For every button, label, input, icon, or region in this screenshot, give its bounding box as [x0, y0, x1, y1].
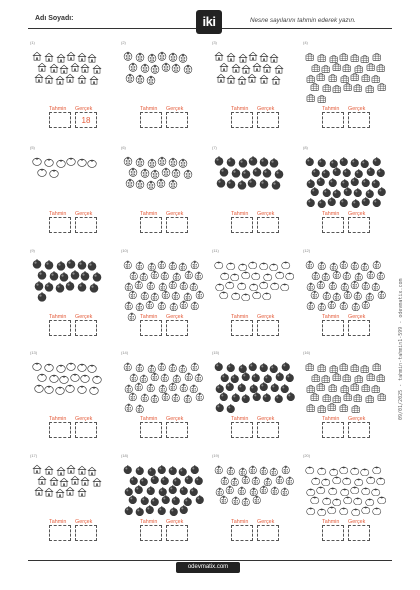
estimation-cell	[121, 453, 206, 563]
dark-ball-icon	[215, 399, 225, 417]
estimate-label: Tahmin	[231, 416, 249, 422]
ladybug-icon	[161, 59, 171, 77]
estimation-cell	[30, 350, 115, 460]
dark-ball-icon	[179, 501, 189, 519]
estimate-answer-box[interactable]	[322, 217, 344, 233]
actual-label: Gerçek	[166, 314, 184, 320]
cell-number: (1)	[30, 40, 35, 45]
object-cluster	[33, 461, 113, 517]
tomato-icon	[65, 380, 75, 398]
actual-answer-box[interactable]	[348, 422, 370, 438]
estimate-answer-box[interactable]	[140, 112, 162, 128]
estimate-label: Tahmin	[322, 314, 340, 320]
estimation-cell	[212, 453, 297, 563]
actual-answer-box[interactable]	[166, 525, 188, 541]
actual-answer-box[interactable]	[166, 112, 188, 128]
estimation-cell	[212, 40, 297, 150]
actual-label: Gerçek	[348, 416, 366, 422]
ladybug-icon	[339, 297, 349, 315]
ladybug-icon	[168, 176, 178, 194]
object-cluster	[306, 358, 386, 414]
estimate-label: Tahmin	[140, 314, 158, 320]
estimate-answer-box[interactable]	[231, 320, 253, 336]
estimate-answer-box[interactable]	[49, 320, 71, 336]
actual-answer-box[interactable]	[257, 422, 279, 438]
tomato-icon	[37, 164, 47, 182]
tomato-icon	[361, 501, 371, 519]
object-cluster	[306, 461, 386, 517]
object-cluster	[215, 48, 295, 104]
ladybug-icon	[306, 297, 316, 315]
house-icon	[44, 71, 54, 89]
ladybug-icon	[157, 297, 167, 315]
actual-answer-box[interactable]	[75, 525, 97, 541]
estimation-cell	[30, 40, 115, 150]
estimation-cell	[30, 248, 115, 358]
estimation-cell	[303, 350, 388, 460]
actual-answer-box[interactable]	[348, 525, 370, 541]
basket-icon	[353, 79, 363, 97]
worksheet-header	[0, 0, 420, 40]
dark-ball-icon	[216, 175, 226, 193]
basket-icon	[365, 80, 375, 98]
tomato-icon	[241, 288, 251, 306]
object-cluster	[306, 48, 386, 104]
dark-ball-icon	[124, 502, 134, 520]
object-cluster	[124, 153, 204, 209]
cell-number: (14)	[121, 350, 129, 355]
ladybug-icon	[241, 493, 251, 511]
object-cluster	[215, 461, 295, 517]
estimate-answer-box[interactable]	[49, 525, 71, 541]
estimation-cell	[212, 248, 297, 358]
actual-answer-box[interactable]	[348, 217, 370, 233]
actual-answer-box[interactable]: 18	[75, 112, 97, 128]
object-cluster	[33, 153, 113, 209]
object-cluster	[306, 153, 386, 209]
actual-label: Gerçek	[75, 314, 93, 320]
dark-ball-icon	[157, 502, 167, 520]
ladybug-icon	[219, 491, 229, 509]
estimation-cell	[121, 248, 206, 358]
estimation-cell	[121, 40, 206, 150]
estimate-answer-box[interactable]	[231, 422, 253, 438]
estimate-label: Tahmin	[49, 416, 67, 422]
house-icon	[55, 485, 65, 503]
ladybug-icon	[327, 296, 337, 314]
estimate-answer-box[interactable]	[140, 217, 162, 233]
estimate-label: Tahmin	[140, 416, 158, 422]
ladybug-icon	[135, 71, 145, 89]
actual-answer-box[interactable]	[166, 217, 188, 233]
cell-number: (20)	[303, 453, 311, 458]
ladybug-icon	[156, 175, 166, 193]
actual-answer-box[interactable]	[257, 217, 279, 233]
basket-icon	[377, 78, 387, 96]
estimate-label: Tahmin	[322, 211, 340, 217]
basket-icon	[306, 89, 316, 107]
estimate-label: Tahmin	[231, 519, 249, 525]
ladybug-icon	[171, 389, 181, 407]
actual-answer-box[interactable]	[257, 525, 279, 541]
footer-divider	[28, 560, 392, 561]
basket-icon	[332, 80, 342, 98]
object-cluster	[33, 48, 113, 104]
dark-ball-icon	[145, 501, 155, 519]
cell-number: (13)	[30, 350, 38, 355]
ladybug-icon	[125, 70, 135, 88]
estimate-label: Tahmin	[140, 211, 158, 217]
object-cluster	[215, 153, 295, 209]
dark-ball-icon	[247, 175, 257, 193]
ladybug-icon	[145, 296, 155, 314]
dark-ball-icon	[226, 176, 236, 194]
ladybug-icon	[146, 72, 156, 90]
estimation-cell	[30, 145, 115, 255]
cell-number: (3)	[212, 40, 217, 45]
cell-number: (12)	[303, 248, 311, 253]
cell-number: (7)	[212, 145, 217, 150]
object-cluster	[124, 48, 204, 104]
cell-number: (5)	[30, 145, 35, 150]
ladybug-icon	[146, 177, 156, 195]
basket-icon	[339, 399, 349, 417]
tomato-icon	[306, 502, 316, 520]
ladybug-icon	[377, 286, 387, 304]
ladybug-icon	[127, 308, 137, 326]
actual-label: Gerçek	[257, 314, 275, 320]
tomato-icon	[262, 287, 272, 305]
ladybug-icon	[183, 166, 193, 184]
object-cluster	[124, 358, 204, 414]
cell-number: (8)	[303, 145, 308, 150]
estimate-label: Tahmin	[49, 106, 67, 112]
estimate-answer-box[interactable]	[140, 422, 162, 438]
cell-number: (2)	[121, 40, 126, 45]
estimate-label: Tahmin	[49, 519, 67, 525]
estimate-label: Tahmin	[49, 211, 67, 217]
estimate-answer-box[interactable]	[140, 320, 162, 336]
estimate-answer-box[interactable]	[322, 320, 344, 336]
ladybug-icon	[190, 297, 200, 315]
dark-ball-icon	[37, 289, 47, 307]
actual-label: Gerçek	[75, 416, 93, 422]
actual-answer-box[interactable]	[166, 422, 188, 438]
house-icon	[271, 72, 281, 90]
actual-label: Gerçek	[166, 211, 184, 217]
basket-icon	[365, 390, 375, 408]
tomato-icon	[372, 502, 382, 520]
house-icon	[259, 71, 269, 89]
estimate-label: Tahmin	[140, 106, 158, 112]
estimate-answer-box[interactable]	[49, 422, 71, 438]
actual-label: Gerçek	[166, 519, 184, 525]
brand-logo: iki	[196, 10, 222, 34]
object-cluster	[124, 256, 204, 312]
estimation-cell	[303, 40, 388, 150]
estimate-label: Tahmin	[322, 416, 340, 422]
ladybug-icon	[125, 175, 135, 193]
instruction-text: Nesne sayılarını tahmin ederek yazın.	[250, 17, 356, 24]
tomato-icon	[55, 382, 65, 400]
ladybug-icon	[280, 483, 290, 501]
ladybug-icon	[179, 296, 189, 314]
tomato-icon	[77, 154, 87, 172]
actual-label: Gerçek	[257, 106, 275, 112]
actual-answer-box[interactable]	[348, 320, 370, 336]
actual-label: Gerçek	[348, 519, 366, 525]
actual-answer-box[interactable]	[75, 217, 97, 233]
actual-label: Gerçek	[257, 211, 275, 217]
actual-answer-box[interactable]	[75, 422, 97, 438]
estimate-label: Tahmin	[49, 314, 67, 320]
object-cluster	[215, 256, 295, 312]
basket-icon	[327, 398, 337, 416]
estimate-answer-box[interactable]	[322, 525, 344, 541]
ladybug-icon	[183, 61, 193, 79]
dark-ball-icon	[274, 390, 284, 408]
ladybug-icon	[252, 491, 262, 509]
cell-number: (6)	[121, 145, 126, 150]
cell-number: (11)	[212, 248, 219, 253]
object-cluster	[33, 358, 113, 414]
estimate-label: Tahmin	[231, 211, 249, 217]
house-icon	[44, 484, 54, 502]
basket-icon	[377, 388, 387, 406]
ladybug-icon	[231, 492, 241, 510]
house-icon	[77, 484, 87, 502]
cell-number: (4)	[303, 40, 308, 45]
estimation-cell	[121, 145, 206, 255]
dark-ball-icon	[262, 389, 272, 407]
student-name-label: Adı Soyadı:	[35, 15, 74, 22]
footer-brand: odevmatix.com	[176, 562, 240, 573]
ladybug-icon	[183, 390, 193, 408]
ladybug-icon	[195, 388, 205, 406]
estimate-answer-box[interactable]	[49, 112, 71, 128]
actual-label: Gerçek	[75, 519, 93, 525]
actual-label: Gerçek	[348, 314, 366, 320]
cell-number: (19)	[212, 453, 220, 458]
house-icon	[77, 71, 87, 89]
estimate-label: Tahmin	[231, 314, 249, 320]
tomato-icon	[339, 502, 349, 520]
estimation-cell	[212, 145, 297, 255]
estimate-answer-box[interactable]	[49, 217, 71, 233]
dark-ball-icon	[237, 177, 247, 195]
tomato-icon	[49, 165, 59, 183]
side-watermark-text: 09/01/2025 - tahmin-tahmin1-599 - odevmatix.com	[398, 278, 404, 420]
estimate-answer-box[interactable]	[231, 525, 253, 541]
ladybug-icon	[124, 399, 134, 417]
cell-number: (10)	[121, 248, 129, 253]
actual-label: Gerçek	[348, 106, 366, 112]
object-cluster	[306, 256, 386, 312]
object-cluster	[215, 358, 295, 414]
estimate-answer-box[interactable]	[231, 112, 253, 128]
basket-icon	[343, 78, 353, 96]
estimation-cell	[121, 350, 206, 460]
house-icon	[89, 72, 99, 90]
dark-ball-icon	[55, 280, 65, 298]
actual-answer-box[interactable]	[257, 320, 279, 336]
dark-ball-icon	[89, 280, 99, 298]
actual-answer-box[interactable]	[257, 112, 279, 128]
actual-label: Gerçek	[257, 416, 275, 422]
dark-ball-icon	[327, 193, 337, 211]
estimate-label: Tahmin	[322, 106, 340, 112]
house-icon	[34, 483, 44, 501]
ladybug-icon	[361, 296, 371, 314]
tomato-icon	[34, 380, 44, 398]
tomato-icon	[66, 153, 76, 171]
estimate-answer-box[interactable]	[322, 112, 344, 128]
actual-answer-box[interactable]	[75, 320, 97, 336]
actual-label: Gerçek	[257, 519, 275, 525]
estimation-cell	[30, 453, 115, 563]
ladybug-icon	[270, 482, 280, 500]
actual-label: Gerçek	[75, 106, 93, 112]
estimation-cell	[212, 350, 297, 460]
house-icon	[65, 483, 75, 501]
house-icon	[226, 71, 236, 89]
house-icon	[216, 70, 226, 88]
ladybug-icon	[161, 388, 171, 406]
cell-number: (18)	[121, 453, 129, 458]
dark-ball-icon	[241, 390, 251, 408]
ladybug-icon	[135, 176, 145, 194]
estimate-label: Tahmin	[231, 106, 249, 112]
estimation-cell	[303, 248, 388, 358]
estimation-cell	[303, 145, 388, 255]
dark-ball-icon	[259, 176, 269, 194]
tomato-icon	[327, 501, 337, 519]
tomato-icon	[280, 278, 290, 296]
ladybug-icon	[171, 60, 181, 78]
tomato-icon	[231, 287, 241, 305]
actual-answer-box[interactable]	[348, 112, 370, 128]
dark-ball-icon	[286, 388, 296, 406]
tomato-icon	[77, 381, 87, 399]
actual-label: Gerçek	[75, 211, 93, 217]
ladybug-icon	[150, 390, 160, 408]
house-icon	[55, 72, 65, 90]
dark-ball-icon	[195, 491, 205, 509]
tomato-icon	[219, 286, 229, 304]
dark-ball-icon	[339, 194, 349, 212]
tomato-icon	[252, 286, 262, 304]
dark-ball-icon	[372, 194, 382, 212]
house-icon	[34, 70, 44, 88]
actual-answer-box[interactable]	[166, 320, 188, 336]
actual-label: Gerçek	[166, 106, 184, 112]
object-cluster	[124, 461, 204, 517]
estimate-label: Tahmin	[322, 519, 340, 525]
cell-number: (15)	[212, 350, 220, 355]
dark-ball-icon	[252, 388, 262, 406]
house-icon	[247, 70, 257, 88]
dark-ball-icon	[77, 279, 87, 297]
estimate-answer-box[interactable]	[322, 422, 344, 438]
dark-ball-icon	[65, 278, 75, 296]
house-icon	[65, 70, 75, 88]
tomato-icon	[87, 155, 97, 173]
cell-number: (17)	[30, 453, 38, 458]
basket-icon	[306, 399, 316, 417]
estimate-answer-box[interactable]	[231, 217, 253, 233]
tomato-icon	[44, 381, 54, 399]
dark-ball-icon	[361, 193, 371, 211]
object-cluster	[33, 256, 113, 312]
dark-ball-icon	[271, 177, 281, 195]
estimation-cell	[303, 453, 388, 563]
actual-label: Gerçek	[166, 416, 184, 422]
actual-label: Gerçek	[348, 211, 366, 217]
house-icon	[237, 72, 247, 90]
dark-ball-icon	[306, 194, 316, 212]
cell-number: (16)	[303, 350, 311, 355]
estimate-answer-box[interactable]	[140, 525, 162, 541]
tomato-icon	[89, 382, 99, 400]
estimate-label: Tahmin	[140, 519, 158, 525]
cell-number: (9)	[30, 248, 35, 253]
house-icon	[92, 474, 102, 492]
